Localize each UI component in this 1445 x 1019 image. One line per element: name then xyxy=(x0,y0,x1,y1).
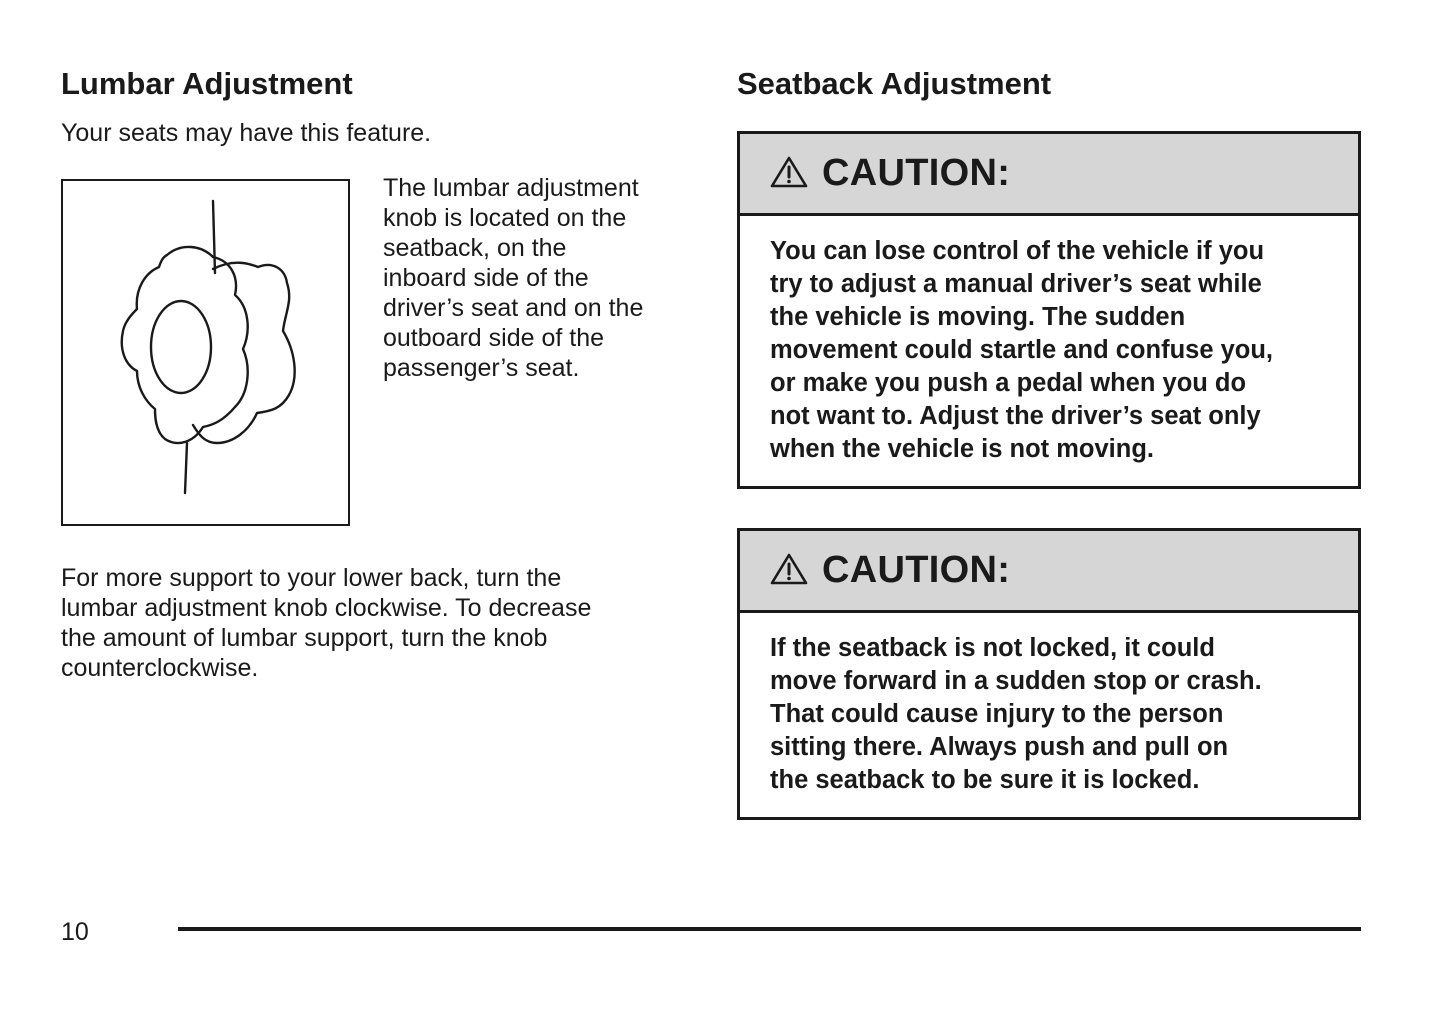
lumbar-adjustment-heading: Lumbar Adjustment xyxy=(61,66,353,101)
caption-line: driver’s seat and on the xyxy=(383,294,644,322)
caution-label: CAUTION: xyxy=(822,152,1011,194)
instruction-line: the amount of lumbar support, turn the knob xyxy=(61,624,548,652)
seatback-adjustment-heading: Seatback Adjustment xyxy=(737,66,1052,101)
instruction-line: counterclockwise. xyxy=(61,654,259,682)
caution-box-seatback-lock xyxy=(737,528,1361,820)
caption-line: The lumbar adjustment xyxy=(383,174,639,202)
caution-line: move forward in a sudden stop or crash. xyxy=(770,667,1262,695)
warning-triangle-icon xyxy=(770,156,808,188)
caution-line: the seatback to be sure it is locked. xyxy=(770,766,1200,794)
caution-line: That could cause injury to the person xyxy=(770,700,1224,728)
caution-line: try to adjust a manual driver’s seat while xyxy=(770,270,1262,298)
caption-line: knob is located on the xyxy=(383,204,627,232)
caption-line: passenger’s seat. xyxy=(383,354,580,382)
lumbar-figure-caption xyxy=(383,173,643,383)
caution-line: or make you push a pedal when you do xyxy=(770,369,1247,397)
caution-box-driver-seat xyxy=(737,131,1361,489)
caution-header xyxy=(740,531,1358,613)
caution-line: movement could startle and confuse you, xyxy=(770,336,1274,364)
caption-line: seatback, on the xyxy=(383,234,567,262)
caption-line: outboard side of the xyxy=(383,324,604,352)
caution-text xyxy=(740,613,1358,819)
page-number: 10 xyxy=(61,918,89,946)
lumbar-intro-text: Your seats may have this feature. xyxy=(61,119,432,147)
caution-line: when the vehicle is not moving. xyxy=(770,435,1154,463)
caution-line: the vehicle is moving. The sudden xyxy=(770,303,1186,331)
lumbar-support-instructions xyxy=(61,563,591,683)
caption-line: inboard side of the xyxy=(383,264,589,292)
caution-text xyxy=(740,216,1358,488)
caution-header xyxy=(740,134,1358,216)
caution-label: CAUTION: xyxy=(822,549,1011,591)
footer-divider xyxy=(178,927,1361,931)
caution-line: not want to. Adjust the driver’s seat only xyxy=(770,402,1261,430)
instruction-line: lumbar adjustment knob clockwise. To decrease xyxy=(61,594,592,622)
lumbar-knob-figure xyxy=(61,179,350,526)
caution-line: You can lose control of the vehicle if you xyxy=(770,237,1265,265)
caution-line: sitting there. Always push and pull on xyxy=(770,733,1229,761)
lumbar-knob-illustration-icon xyxy=(63,181,348,524)
warning-triangle-icon xyxy=(770,553,808,585)
instruction-line: For more support to your lower back, turn the xyxy=(61,564,562,592)
caution-line: If the seatback is not locked, it could xyxy=(770,634,1215,662)
